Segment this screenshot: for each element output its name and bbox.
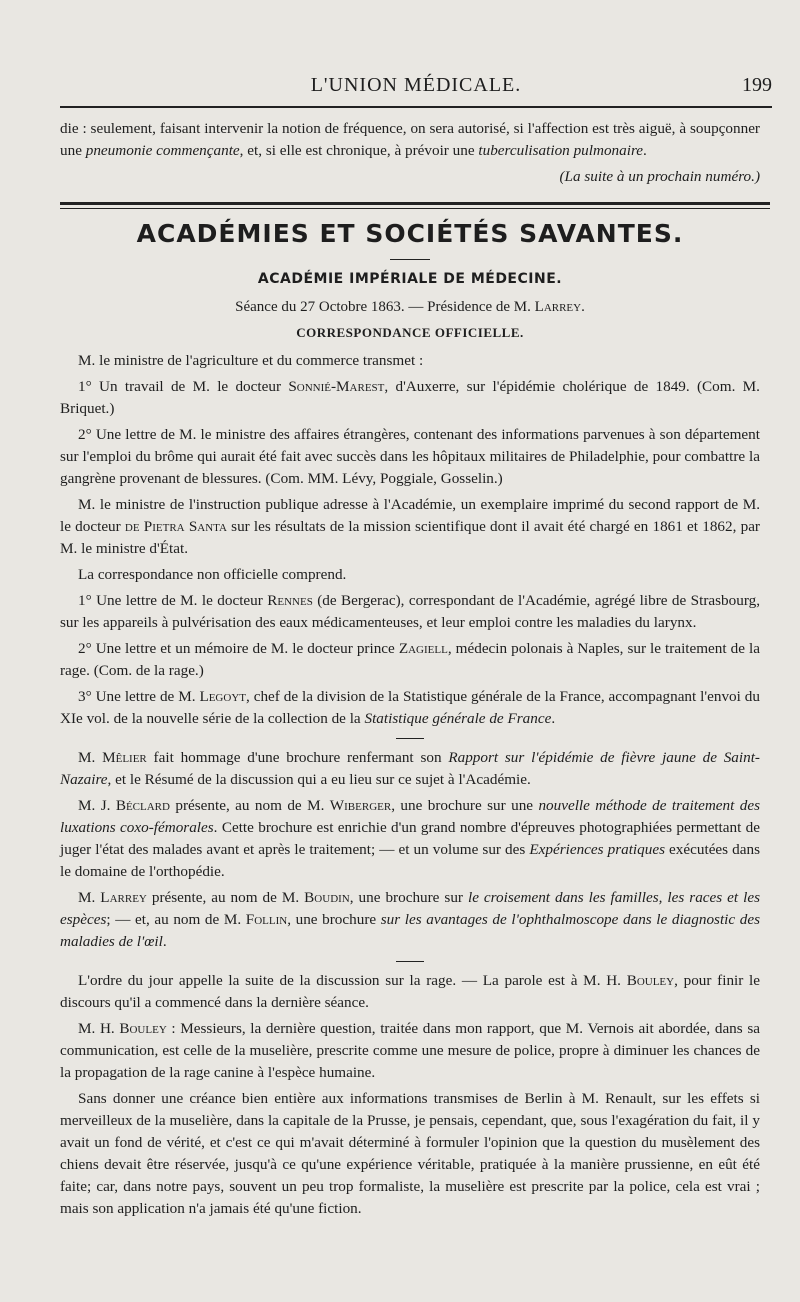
p4-text-2: sur les résultats de la mission scientifique dont il avait été chargé en 1861 et 1862, par M. le ministre d'État. <box>60 518 760 557</box>
intro-text-3: . <box>643 142 647 159</box>
section-double-rule-top <box>60 202 770 205</box>
seance-line <box>60 296 760 318</box>
p8-text-3: . <box>551 710 556 727</box>
p11-name-1: Larrey <box>100 889 147 906</box>
intro-text-2: , et, si elle est chronique, à prévoir une <box>239 142 479 159</box>
p9-text-2: fait hommage d'une brochure renfermant son <box>146 749 449 766</box>
page-number: 199 <box>742 74 772 96</box>
paragraph-2 <box>60 376 760 420</box>
p13-text-1: M. H. <box>78 1020 120 1037</box>
paragraph-11 <box>60 887 760 953</box>
p11-text-2: présente, au nom de M. <box>146 889 305 906</box>
p9-text-3: , et le Résumé de la discussion qui a eu lieu sur ce sujet à l'Académie. <box>107 771 531 788</box>
p13-name: Bouley <box>119 1020 167 1037</box>
p11-name-3: Follin <box>245 911 288 928</box>
p12-text-2: , pour finir le discours qu'il a commencé dans la dernière séance. <box>60 972 760 1011</box>
p11-title-1: le croisement dans les familles, les races et les espèces <box>60 889 760 928</box>
paragraph-13 <box>60 1018 760 1084</box>
section-double-rule-bottom <box>60 208 770 209</box>
p7-text-1: 2° Une lettre et un mémoire de M. le docteur prince <box>78 640 399 657</box>
paragraph-separator-1 <box>396 738 424 739</box>
section-short-rule <box>390 259 430 260</box>
p11-title-2: sur les avantages de l'ophthalmoscope dans le diagnostic des maladies de l'œil <box>60 911 760 950</box>
section-heading: ACADÉMIES ET SOCIÉTÉS SAVANTES. <box>136 219 684 248</box>
paragraph-10 <box>60 795 760 883</box>
p9-name: Mêlier <box>102 749 147 766</box>
paragraph-separator-2 <box>396 961 424 962</box>
p8-title: Statistique générale de France <box>364 710 552 727</box>
header-rule <box>60 106 772 108</box>
p7-name: Zagiell <box>398 640 448 657</box>
p9-title: Rapport sur l'épidémie de fièvre jaune de Saint-Nazaire <box>60 749 760 788</box>
p4-name: de Pietra Santa <box>124 518 227 535</box>
correspondance-heading: CORRESPONDANCE OFFICIELLE. <box>296 325 524 340</box>
p11-text-6: . <box>162 933 167 950</box>
p6-name: Rennes <box>267 592 313 609</box>
paragraph-3: 2° Une lettre de M. le ministre des affaires étrangères, contenant des informations parvenues à son département sur l'emploi du brôme qui aurait été fait avec succès dans les hôpitaux militaires de Philadelphie, pour combattre la gangrène provenant de blessures. (Com. MM. Lévy, Poggiale, Gosselin.) <box>60 426 760 487</box>
intro-text-1: die : seulement, faisant intervenir la notion de fréquence, on sera autorisé, si l'affection est très aiguë, à soupçonner une <box>60 120 760 159</box>
p10-text-5: exécutées dans le domaine de l'orthopédie. <box>60 841 760 880</box>
intro-emphasis-2: tuberculisation pulmonaire <box>478 142 644 159</box>
p11-name-2: Boudin <box>304 889 350 906</box>
p8-text-1: 3° Une lettre de M. <box>78 688 200 705</box>
continuation-note <box>60 166 760 188</box>
p2-name: Sonnié-Marest <box>288 378 385 395</box>
page-body <box>60 118 760 1224</box>
running-header <box>60 74 772 104</box>
intro-paragraph <box>60 118 760 162</box>
p10-text-3: , une brochure sur une <box>391 797 539 814</box>
p8-name: Legoyt <box>199 688 246 705</box>
p12-text-1: L'ordre du jour appelle la suite de la discussion sur la rage. — La parole est à M. H. <box>78 972 627 989</box>
paragraph-5: La correspondance non officielle comprend. <box>78 566 347 583</box>
p2-text-1: 1° Un travail de M. le docteur <box>78 378 289 395</box>
p8-text-2: , chef de la division de la Statistique générale de la France, accompagnant l'envoi du XIe vol. de la nouvelle série de la collection de la <box>60 688 760 727</box>
seance-president: Larrey <box>534 299 582 315</box>
p9-text-1: M. <box>78 749 103 766</box>
paragraph-7 <box>60 638 760 682</box>
p10-title-2: Expériences pratiques <box>529 841 665 858</box>
p11-text-5: , une brochure <box>287 911 381 928</box>
p10-title-1: nouvelle méthode de traitement des luxations coxo-fémorales <box>60 797 760 836</box>
paragraph-14: Sans donner une créance bien entière aux informations transmises de Berlin à M. Renault, sur les effets si merveilleux de la muselière, dans la capitale de la Prusse, je pensais, cependant, que, sous l'exagération du fait, il y avait un fond de vérité, et c'est ce qui m'avait déterminé à formuler l'opinion que la question du musèlement des chiens devait être réservée, jusqu'à ce qu'une expérience véritable, pratiquée à la manière prussienne, en eût été faite; car, dans notre pays, souvent un peu trop formaliste, la muselière est prescrite par la police, cela est vrai ; mais son application n'a jamais été qu'une fiction. <box>60 1090 760 1217</box>
paragraph-6 <box>60 590 760 634</box>
intro-emphasis-1: pneumonie commençante <box>85 142 240 159</box>
p4-text-1: M. le ministre de l'instruction publique adresse à l'Académie, un exemplaire imprimé du second rapport de M. le docteur <box>60 496 760 535</box>
p7-text-2: , médecin polonais à Naples, sur le traitement de la rage. (Com. de la rage.) <box>60 640 760 679</box>
p10-text-1: M. J. <box>78 797 116 814</box>
p10-text-4: . Cette brochure est enrichie d'un grand nombre d'épreuves photographiées permettant de juger l'état des malades avant et après le traitement; — et un volume sur des <box>60 819 761 858</box>
p10-name-2: Wiberger <box>329 797 392 814</box>
p10-text-2: présente, au nom de M. <box>169 797 330 814</box>
p10-name-1: Béclard <box>115 797 170 814</box>
seance-text-1: Séance du 27 Octobre 1863. — Présidence de M. <box>235 299 535 315</box>
p11-text-4: ; — et, au nom de M. <box>106 911 246 928</box>
seance-text-2: . <box>581 299 585 315</box>
p2-text-2: , d'Auxerre, sur l'épidémie cholérique de 1849. (Com. M. Briquet.) <box>60 378 760 417</box>
paragraph-8 <box>60 686 760 730</box>
paragraph-12 <box>60 970 760 1014</box>
p6-text-1: 1° Une lettre de M. le docteur <box>78 592 268 609</box>
p11-text-3: , une brochure sur <box>349 889 468 906</box>
paragraph-1: M. le ministre de l'agriculture et du commerce transmet : <box>78 352 424 369</box>
journal-title: L'UNION MÉDICALE. <box>310 74 522 96</box>
p12-name: Bouley <box>626 972 675 989</box>
continuation-note-text: (La suite à un prochain numéro.) <box>559 168 760 185</box>
p13-text-2: : Messieurs, la dernière question, traitée dans mon rapport, que M. Vernois ait abordée, dans sa communication, est celle de la muselière, prescrite comme une mesure de police, propre à diminuer les chances de la propagation de la rage canine à l'espèce humaine. <box>60 1020 760 1081</box>
paragraph-9 <box>60 747 760 791</box>
paragraph-4 <box>60 494 760 560</box>
academy-heading: ACADÉMIE IMPÉRIALE DE MÉDECINE. <box>257 271 563 287</box>
p6-text-2: (de Bergerac), correspondant de l'Académie, agrégé libre de Strasbourg, sur les appareils à pulvérisation des eaux médicamenteuses, et leur emploi contre les maladies du larynx. <box>60 592 760 631</box>
p11-text-1: M. <box>78 889 101 906</box>
